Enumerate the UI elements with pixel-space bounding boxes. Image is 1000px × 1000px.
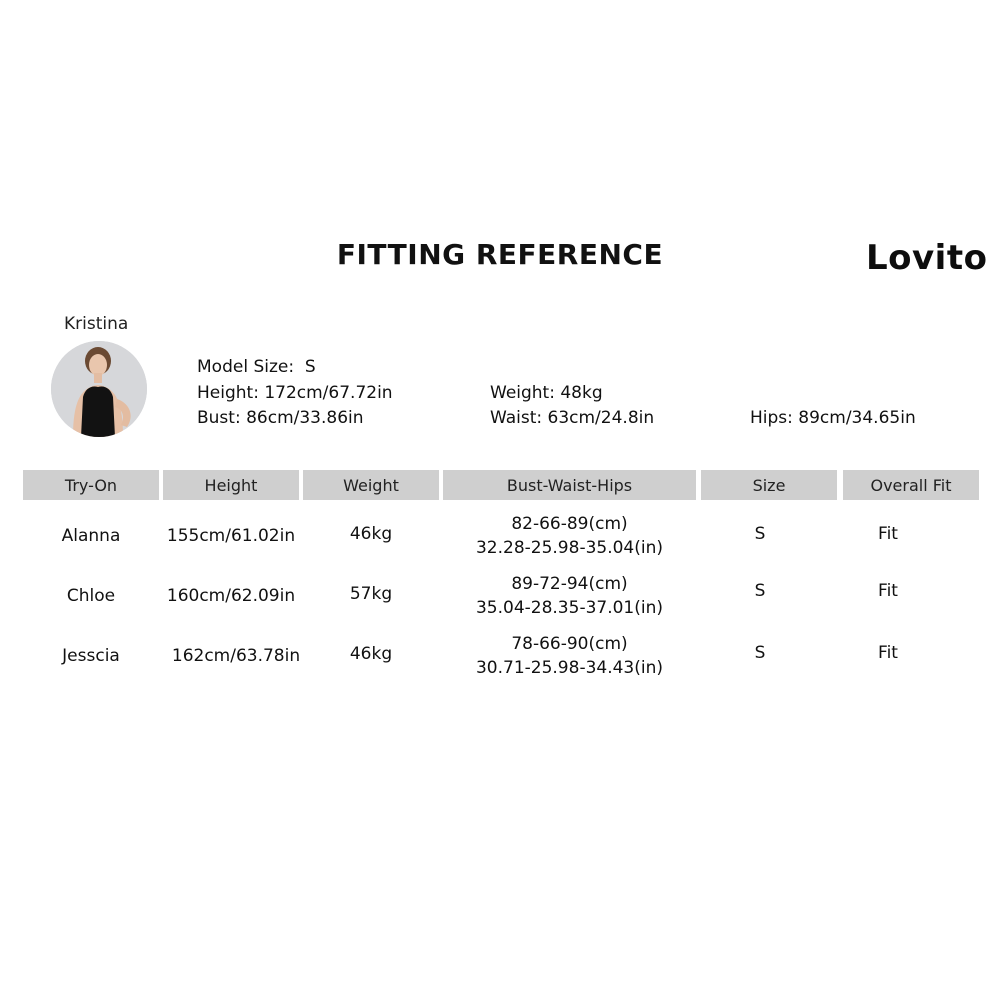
try-on-name: Alanna (61, 526, 121, 546)
try-on-name: Jesscia (62, 646, 120, 666)
bwh-in: 32.28-25.98-35.04(in) (475, 538, 664, 558)
model-weight: Weight: 48kg (490, 383, 603, 403)
model-photo-illustration (51, 341, 147, 437)
size-value: S (754, 581, 766, 601)
model-waist: Waist: 63cm/24.8in (490, 408, 655, 428)
column-header-try-on: Try-On (23, 470, 159, 500)
bust-waist-hips-value (443, 572, 696, 620)
column-header-bust-waist-hips: Bust-Waist-Hips (443, 470, 696, 500)
brand-logo: Lovito (866, 238, 988, 278)
bwh-cm: 89-72-94(cm) (511, 574, 628, 594)
bwh-cm: 78-66-90(cm) (511, 634, 628, 654)
page-title: FITTING REFERENCE (336, 238, 664, 271)
model-size-value: S (304, 357, 316, 377)
model-hips: Hips: 89cm/34.65in (750, 408, 916, 428)
height-value: 162cm/63.78in (171, 646, 301, 666)
model-height: Height: 172cm/67.72in (197, 383, 393, 403)
bust-waist-hips-value (443, 632, 696, 680)
column-header-height: Height (163, 470, 299, 500)
height-value: 155cm/61.02in (166, 526, 296, 546)
column-header-size: Size (701, 470, 837, 500)
model-name: Kristina (64, 314, 129, 334)
bwh-in: 30.71-25.98-34.43(in) (475, 658, 664, 678)
column-header-weight: Weight (303, 470, 439, 500)
try-on-name: Chloe (66, 586, 116, 606)
bwh-in: 35.04-28.35-37.01(in) (475, 598, 664, 618)
fit-value: Fit (878, 643, 898, 663)
bwh-cm: 82-66-89(cm) (511, 514, 628, 534)
model-size-label: Model Size: (197, 357, 295, 377)
height-value: 160cm/62.09in (166, 586, 296, 606)
weight-value: 46kg (349, 524, 393, 544)
weight-value: 57kg (349, 584, 393, 604)
bust-waist-hips-value (443, 512, 696, 560)
weight-value: 46kg (349, 644, 393, 664)
fit-value: Fit (878, 581, 898, 601)
model-size (197, 357, 316, 377)
column-header-overall-fit: Overall Fit (843, 470, 979, 500)
size-value: S (754, 524, 766, 544)
fit-value: Fit (878, 524, 898, 544)
model-avatar (51, 341, 147, 437)
size-value: S (754, 643, 766, 663)
model-bust: Bust: 86cm/33.86in (197, 408, 364, 428)
